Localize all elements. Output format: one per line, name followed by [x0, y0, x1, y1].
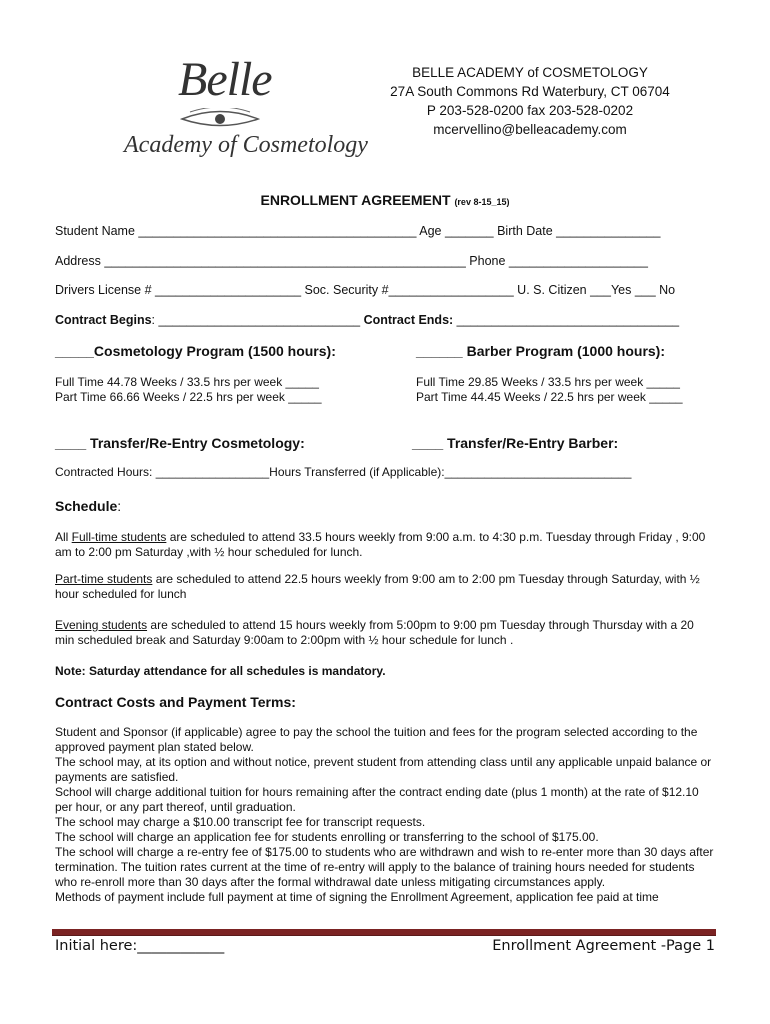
cost-item: School will charge additional tuition for hours remaining after the contract ending date (plus 1 month) at the rate of $12.10 per hour, or any part thereof, until graduation. [55, 785, 699, 814]
cost-item: The school may, at its option and without notice, prevent student from attending class until any applicable unpaid balance or payments are satisfied. [55, 755, 712, 784]
full-time-prefix: All [55, 530, 72, 544]
barber-full-time[interactable]: Full Time 29.85 Weeks / 33.5 hrs per week _____ [416, 375, 680, 389]
student-info-line[interactable]: Student Name ________________________________________ Age _______ Birth Date _______________ [55, 224, 661, 238]
schedule-heading-text: Schedule [55, 498, 118, 514]
schedule-heading [55, 498, 121, 514]
full-time-text: are scheduled to attend 33.5 hours weekly from 9:00 a.m. to 4:30 p.m. Tuesday through Friday , 9:00 am to 2:00 pm Saturday ,with ½ hour scheduled for lunch. [55, 530, 706, 559]
contract-begins-label: Contract Begins [55, 313, 152, 327]
contract-ends-blank[interactable]: ________________________________ [453, 313, 680, 327]
school-email: mcervellino@belleacademy.com [433, 122, 627, 137]
schedule-colon: : [117, 498, 122, 514]
eye-icon [180, 108, 260, 130]
school-name: BELLE ACADEMY of COSMETOLOGY [412, 65, 648, 80]
cost-item: Student and Sponsor (if applicable) agree to pay the school the tuition and fees for the program selected according to the approved payment plan stated below. [55, 725, 698, 754]
initial-here[interactable]: Initial here:____________ [55, 938, 225, 954]
contract-begins-blank[interactable]: : _____________________________ [151, 313, 361, 327]
license-line[interactable]: Drivers License # _____________________ Soc. Security #__________________ U. S. Citizen ___Yes ___ No [55, 283, 676, 297]
transfer-cosmetology[interactable]: ____ Transfer/Re-Entry Cosmetology: [55, 435, 305, 451]
barber-program-title[interactable]: ______ Barber Program (1000 hours): [416, 343, 665, 359]
cosmetology-full-time[interactable]: Full Time 44.78 Weeks / 33.5 hrs per week _____ [55, 375, 319, 389]
evening-students-link: Evening students [55, 618, 148, 632]
barber-part-time[interactable]: Part Time 44.45 Weeks / 22.5 hrs per week _____ [416, 390, 683, 404]
part-time-students-link: Part-time students [55, 572, 153, 586]
logo-name: Belle [178, 53, 272, 106]
evening-text: are scheduled to attend 15 hours weekly from 5:00pm to 9:00 pm Tuesday through Thursday with a 20 min scheduled break and Saturday 9:00am to 2:00pm with ½ hour schedule for lunch . [55, 618, 694, 647]
school-phone: P 203-528-0200 fax 203-528-0202 [426, 103, 634, 118]
cost-item: The school will charge a re-entry fee of $175.00 to students who are withdrawn and wish to re-enter more than 30 days after termination. The tuition rates current at the time of re-entry will apply to the balance of training hours needed for students who re-enroll more than 30 days after the formal withdrawal date unless mitigating circumstances apply. [55, 845, 714, 889]
costs-heading: Contract Costs and Payment Terms: [55, 694, 296, 710]
cost-item: The school may charge a $10.00 transcript fee for transcript requests. [55, 815, 426, 829]
footer-rule [52, 929, 716, 936]
saturday-note: Note: Saturday attendance for all schedules is mandatory. [55, 664, 386, 678]
transfer-barber[interactable]: ____ Transfer/Re-Entry Barber: [412, 435, 619, 451]
page-title [0, 192, 770, 208]
academy-logo [110, 40, 368, 165]
address-line[interactable]: Address ____________________________________________________ Phone ____________________ [55, 254, 648, 268]
full-time-students-link: Full-time students [71, 530, 167, 544]
cost-item: The school will charge an application fee for students enrolling or transferring to the school of $175.00. [55, 830, 599, 844]
page-number: Enrollment Agreement -Page 1 [492, 938, 715, 954]
cosmetology-program-title[interactable]: _____Cosmetology Program (1500 hours): [55, 343, 336, 359]
school-street: 27A South Commons Rd Waterbury, CT 06704 [390, 84, 670, 99]
schedule-evening [55, 618, 715, 648]
cost-item: Methods of payment include full payment at time of signing the Enrollment Agreement, application fee paid at time [55, 890, 659, 904]
title-revision: (rev 8-15_15) [454, 197, 510, 207]
school-address-block [360, 63, 700, 139]
contract-dates-line[interactable] [55, 313, 679, 327]
title-main: ENROLLMENT AGREEMENT [260, 192, 451, 208]
costs-list [55, 725, 715, 905]
contracted-hours-line[interactable]: Contracted Hours: _________________Hours Transferred (if Applicable):____________________________ [55, 465, 632, 479]
part-time-text: are scheduled to attend 22.5 hours weekly from 9:00 am to 2:00 pm Tuesday through Saturday, with ½ hour scheduled for lunch [55, 572, 700, 601]
schedule-full-time [55, 530, 715, 560]
logo-subtitle: Academy of Cosmetology [124, 132, 368, 158]
cosmetology-part-time[interactable]: Part Time 66.66 Weeks / 22.5 hrs per week _____ [55, 390, 322, 404]
contract-ends-label: Contract Ends: [363, 313, 454, 327]
schedule-part-time [55, 572, 715, 602]
